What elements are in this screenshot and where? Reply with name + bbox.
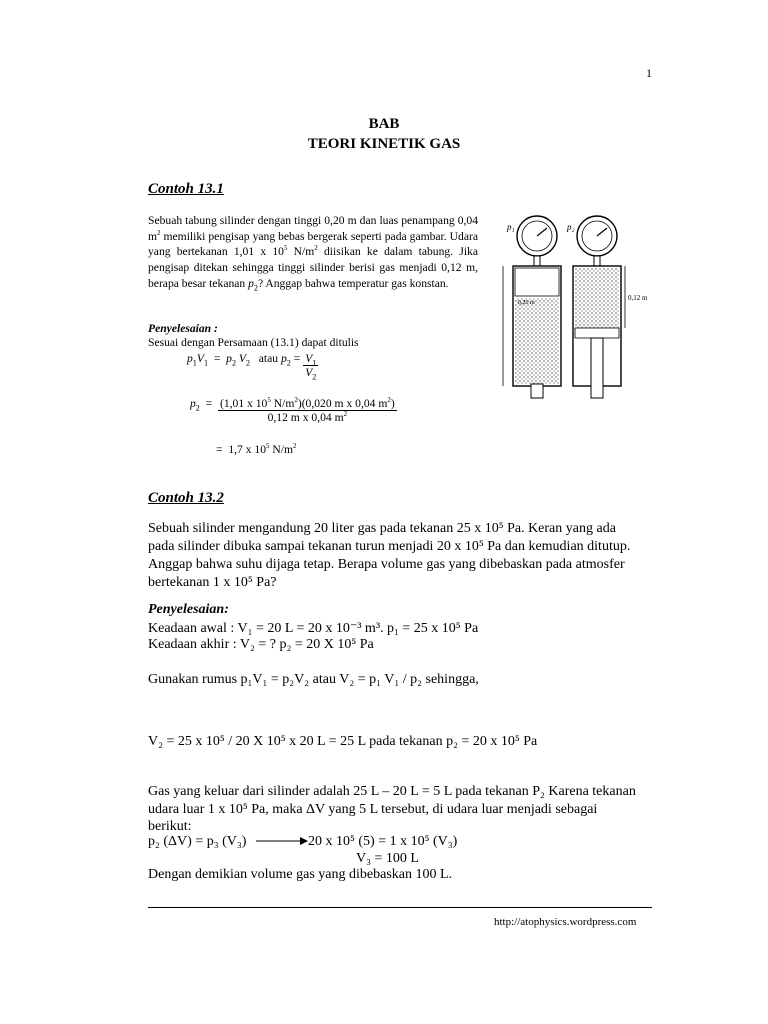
example1-solution-intro: Sesuai dengan Persamaan (13.1) dapat ditulis <box>148 336 359 349</box>
example1-result: = 1,7 x $10^5$ $N/m^2$ <box>216 442 297 456</box>
example2-final-state: Keadaan akhir : V₂ = ? p₂ = 20 X 10⁵ Pa <box>148 637 374 652</box>
example1-eq1: $p_1V_1 = p_2$ $V_2$ atau $p_2$ = $\frac{V_1}{V_2}$ <box>187 352 317 382</box>
example2-heading: Contoh 13.2 <box>148 490 224 506</box>
example1-solution-heading: Penyelesaian : <box>148 322 218 335</box>
example2-solution-heading: Penyelesaian: <box>148 602 229 617</box>
example2-formula: Gunakan rumus p₁V₁ = p₂V₂ atau V₂ = p₁ V₁ / p₂ sehingga, <box>148 672 479 687</box>
example2-final-v3: V₃ = 100 L <box>356 851 419 866</box>
gauge-left-icon <box>517 216 557 266</box>
example1-problem: Sebuah tabung silinder dengan tinggi 0,20 m dan luas penampang 0,04 $m^2$ memiliki pengisap yang bebas bergerak seperti pada gambar. Udara yang bertekanan 1,01 x $10^5$ $N/m^2$ diisikan ke dalam tabung. Jika pengisap ditekan sehingga tinggi silinder berisi gas menjadi 0,12 m, berapa besar tekanan $p_2$? Anggap bahwa temperatur gas konstan. <box>148 214 479 293</box>
example2-closing: Dengan demikian volume gas yang dibebaskan 100 L. <box>148 867 453 882</box>
page-number: 1 <box>646 66 652 80</box>
arrow-right-icon <box>256 836 308 846</box>
example2-initial-state: Keadaan awal : V₁ = 20 L = 20 x 10⁻³ m³. p₁ = 25 x 10⁵ Pa <box>148 621 479 636</box>
example2-conclusion: Gas yang keluar dari silinder adalah 25 L – 20 L = 5 L pada tekanan P₂ Karena tekanan udara luar 1 x 10⁵ Pa, maka ΔV yang 5 L tersebut, di udara luar menjadi sebagai berikut: <box>148 784 636 834</box>
example1-eq2: $p_2$ = $\frac{(1,01 x 10^5 N/m^2)(0,020 m x 0,04 m^2)}{0,12 m x 0,04 m^2}$ <box>190 396 395 424</box>
label-h1: 0,20 m <box>518 300 535 306</box>
example2-final-eq-left: p₂ (ΔV) = p₃ (V₃) <box>148 834 247 849</box>
example2-final-eq-right: 20 x 10⁵ (5) = 1 x 10⁵ (V₃) <box>308 834 458 849</box>
footer-url: http://atophysics.wordpress.com <box>494 916 637 928</box>
cylinder-figure <box>495 208 655 408</box>
example2-v2-calc: V₂ = 25 x 10⁵ / 20 X 10⁵ x 20 L = 25 L pada tekanan p₂ = 20 x 10⁵ Pa <box>148 734 538 749</box>
label-h2: 0,12 m <box>628 294 648 302</box>
label-p1: p₁ <box>507 222 515 232</box>
chapter-label: BAB <box>368 116 400 132</box>
footer-divider <box>148 907 652 908</box>
example2-problem: Sebuah silinder mengandung 20 liter gas pada tekanan 25 x 10⁵ Pa. Keran yang ada pada silinder dibuka sampai tekanan turun menjadi 20 x 10⁵ Pa dan kemudian ditutup. Anggap bahwa suhu dijaga tetap. Berapa volume gas yang dibebaskan pada atmosfer bertekanan 1 x 10⁵ Pa? <box>148 521 631 590</box>
example1-heading: Contoh 13.1 <box>148 181 224 197</box>
label-p2: p₂ <box>567 222 575 232</box>
gauge-right-icon <box>577 216 617 266</box>
chapter-title: TEORI KINETIK GAS <box>307 136 461 152</box>
